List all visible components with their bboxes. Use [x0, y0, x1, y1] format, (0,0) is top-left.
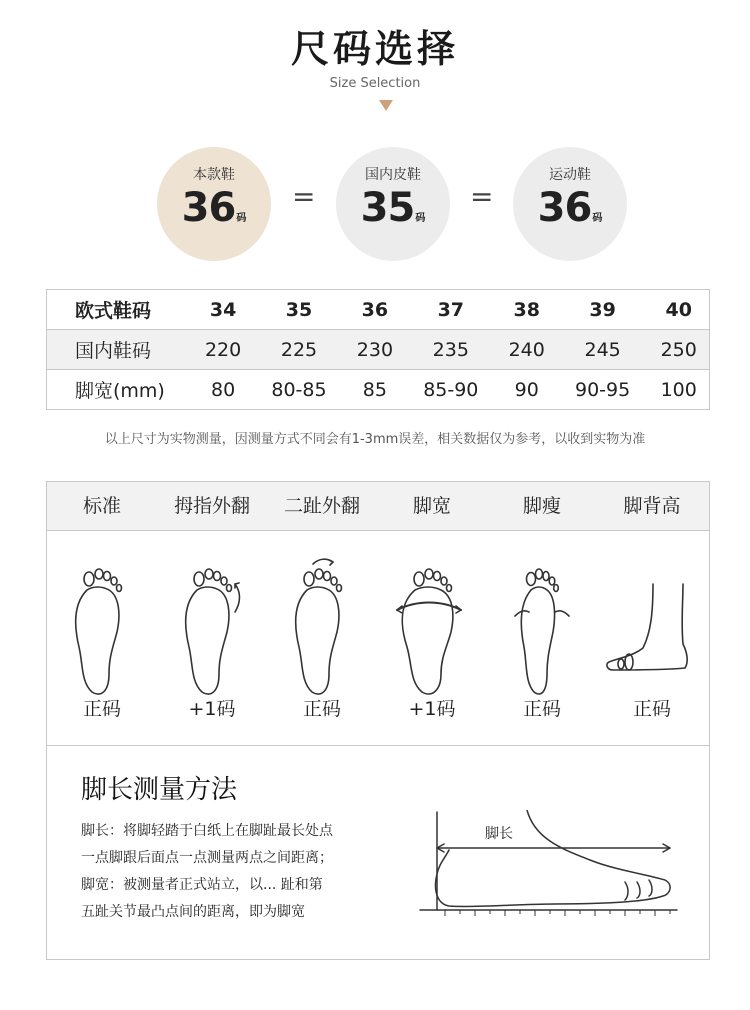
measure-title: 脚长测量方法 — [81, 775, 238, 805]
equals-sign: = — [470, 180, 494, 213]
row-header: 欧式鞋码 — [47, 290, 194, 330]
measure-instructions — [81, 818, 391, 926]
foot-type-name: 脚宽 — [412, 495, 451, 517]
size-circle-sneaker — [513, 147, 627, 261]
table-cell: 85-90 — [405, 370, 497, 410]
table-cell: 40 — [648, 290, 709, 330]
page-title: 尺码选择 — [290, 26, 459, 71]
table-cell: 36 — [345, 290, 405, 330]
table-cell: 37 — [405, 290, 497, 330]
size-circle-this-shoe — [157, 147, 271, 261]
circle-size: 36码 — [181, 185, 247, 231]
circle-size: 36码 — [537, 185, 603, 231]
circle-size: 35码 — [360, 185, 426, 231]
circle-label: 本款鞋 — [193, 167, 235, 183]
foot-wide-icon — [377, 552, 487, 702]
table-cell: 35 — [253, 290, 345, 330]
foot-type-name: 标准 — [82, 495, 121, 517]
table-cell: 39 — [557, 290, 649, 330]
fit-advice: +1码 — [188, 698, 236, 720]
table-cell: 80 — [193, 370, 253, 410]
foot-type-name: 拇指外翻 — [173, 495, 250, 517]
table-cell: 230 — [345, 330, 405, 370]
table-row-eu — [47, 290, 710, 330]
fit-advice: 正码 — [522, 698, 561, 720]
fit-advice: +1码 — [408, 698, 456, 720]
disclaimer-note: 以上尺寸为实物测量，因测量方式不同会有1-3mm误差，相关数据仅为参考，以收到实物为准 — [104, 432, 646, 447]
table-cell: 38 — [497, 290, 557, 330]
instruction-line: 脚长：将脚轻踏于白纸上在脚趾最长处点 — [81, 823, 333, 839]
foot-length-diagram — [415, 810, 685, 930]
down-triangle-icon — [379, 100, 393, 111]
fit-advice: 正码 — [302, 698, 341, 720]
fit-advice: 正码 — [82, 698, 121, 720]
instruction-line: 五趾关节最凸点间的距离，即为脚宽 — [81, 904, 305, 920]
foot-type-header — [47, 482, 709, 531]
table-cell: 250 — [648, 330, 709, 370]
table-cell: 90-95 — [557, 370, 649, 410]
page-subtitle: Size Selection — [329, 76, 421, 91]
table-row-width — [47, 370, 710, 410]
fit-advice: 正码 — [632, 698, 671, 720]
circle-label: 国内皮鞋 — [365, 167, 421, 183]
table-row-cn — [47, 330, 710, 370]
table-cell: 240 — [497, 330, 557, 370]
table-cell: 34 — [193, 290, 253, 330]
table-cell: 100 — [648, 370, 709, 410]
table-cell: 225 — [253, 330, 345, 370]
equals-sign: = — [292, 180, 316, 213]
table-cell: 235 — [405, 330, 497, 370]
row-header: 脚宽(mm) — [47, 370, 194, 410]
instruction-line: 脚宽：被测量者正式站立，以... 趾和第 — [81, 877, 323, 893]
foot-high-instep-icon — [597, 552, 707, 702]
size-circle-leather-shoe — [336, 147, 450, 261]
foot-type-name: 脚瘦 — [522, 495, 561, 517]
foot-second-toe-icon — [267, 552, 377, 702]
table-cell: 220 — [193, 330, 253, 370]
foot-type-panel — [46, 481, 710, 960]
table-cell: 245 — [557, 330, 649, 370]
table-cell: 80-85 — [253, 370, 345, 410]
instruction-line: 一点脚跟后面点一点测量两点之间距离； — [81, 850, 333, 866]
diagram-label: 脚长 — [485, 826, 513, 842]
table-cell: 90 — [497, 370, 557, 410]
size-table — [46, 289, 710, 410]
section-divider — [47, 745, 709, 746]
foot-bunion-icon — [157, 552, 267, 702]
row-header: 国内鞋码 — [47, 330, 194, 370]
foot-standard-icon — [47, 552, 157, 702]
foot-type-name: 二趾外翻 — [283, 495, 360, 517]
table-cell: 85 — [345, 370, 405, 410]
foot-type-name: 脚背高 — [623, 495, 681, 517]
foot-narrow-icon — [487, 552, 597, 702]
circle-label: 运动鞋 — [549, 167, 591, 183]
